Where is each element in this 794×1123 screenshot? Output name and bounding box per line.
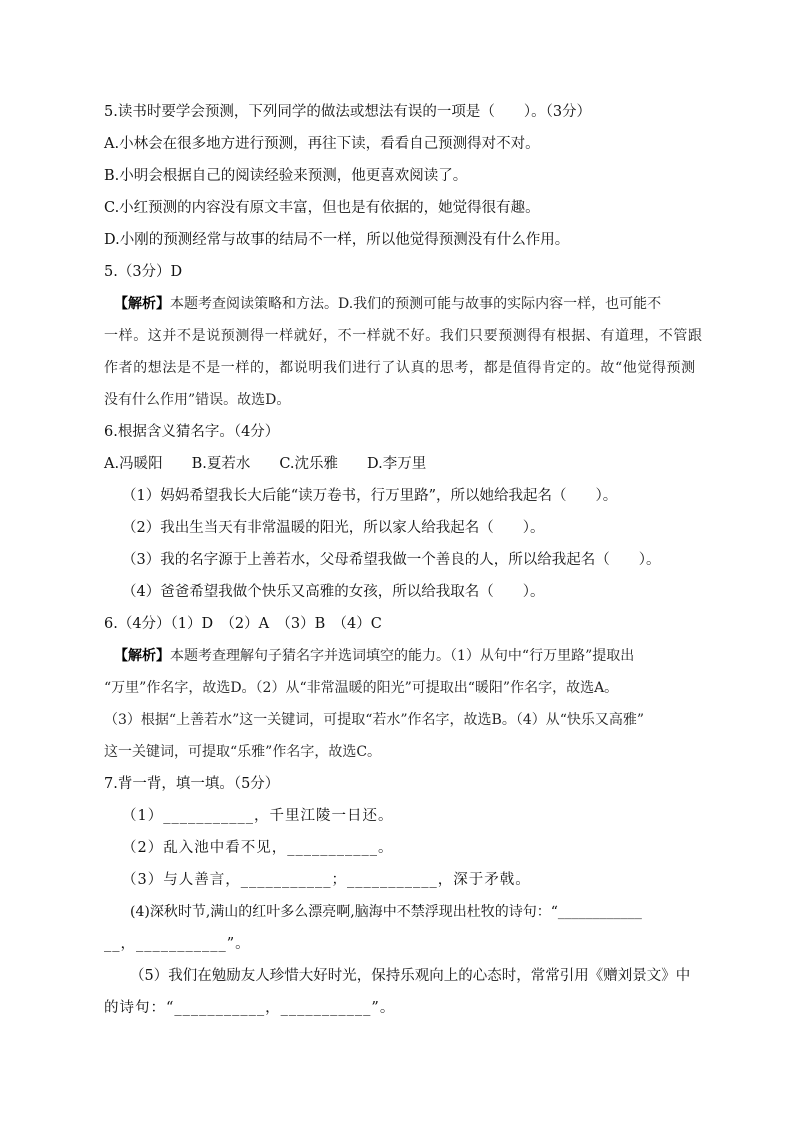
q6-item-1: （1）妈妈希望我长大后能“读万卷书，行万里路”，所以她给我起名（ ）。 [122,488,618,504]
q7-item-1: （1）___________，千里江陵一日还。 [122,808,394,824]
analysis-tag: 【解析】 [114,648,170,664]
q7-item-4-continued: __，___________”。 [104,936,251,952]
q5-answer: 5.（3分）D [104,264,183,280]
q5-option-d: D.小刚的预测经常与故事的结局不一样，所以他觉得预测没有什么作用。 [104,232,570,248]
q5-option-a: A.小林会在很多地方进行预测，再往下读，看看自己预测得对不对。 [104,136,540,152]
q5-analysis-line-1 [114,294,716,314]
analysis-tag: 【解析】 [114,296,170,312]
q7-question: 7.背一背，填一填。（5分） [104,776,280,792]
q5-question: 5.读书时要学会预测，下列同学的做法或想法有误的一项是（ ）。（3分） [104,104,592,120]
q6-options: A.冯暖阳 B.夏若水 C.沈乐雅 D.李万里 [104,456,427,472]
analysis-text: 本题考查理解句子猜名字并选词填空的能力。（1）从句中“行万里路”提取出 [170,648,635,664]
q7-item-5: （5）我们在勉励友人珍惜大好时光，保持乐观向上的心态时，常常引用《赠刘景文》中 [130,968,691,984]
q6-analysis-line-3: （3）根据“上善若水”这一关键词，可提取“若水”作名字，故选B。（4）从“快乐又高雅” [104,712,645,728]
q7-item-4: (4)深秋时节,满山的红叶多么漂亮啊,脑海中不禁浮现出杜牧的诗句：“____________ [130,904,642,920]
q6-question: 6.根据含义猜名字。（4分） [104,424,280,440]
q5-option-c: C.小红预测的内容没有原文丰富，但也是有依据的，她觉得很有趣。 [104,200,540,216]
q6-analysis-line-2: “万里”作名字，故选D。（2）从“非常温暖的阳光”可提取出“暖阳”作名字，故选A。 [104,680,619,696]
q6-item-3: （3）我的名字源于上善若水，父母希望我做一个善良的人，所以给我起名（ ）。 [122,552,661,568]
q5-analysis-line-3: 作者的想法是不是一样的，都说明我们进行了认真的思考，都是值得肯定的。故“他觉得预测 [104,360,696,376]
q7-item-5-continued: 的诗句：“___________，___________”。 [104,1000,396,1016]
q5-analysis-line-4: 没有什么作用”错误。故选D。 [104,392,291,408]
q6-analysis-line-4: 这一关键词，可提取“乐雅”作名字，故选C。 [104,744,382,760]
q6-item-4: （4）爸爸希望我做个快乐又高雅的女孩，所以给我取名（ ）。 [122,584,545,600]
q7-item-3: （3）与人善言，___________；___________，深于矛戟。 [122,872,531,888]
q6-analysis-line-1 [114,646,716,666]
q6-item-2: （2）我出生当天有非常温暖的阳光，所以家人给我起名（ ）。 [122,520,545,536]
q6-answer: 6.（4分）（1）D （2）A （3）B （4）C [104,616,382,632]
q7-item-2: （2）乱入池中看不见，___________。 [122,840,394,856]
q5-analysis-line-2: 一样。这并不是说预测得一样就好，不一样就不好。我们只要预测得有根据、有道理，不管跟 [104,328,703,344]
q5-option-b: B.小明会根据自己的阅读经验来预测，他更喜欢阅读了。 [104,168,468,184]
analysis-text: 本题考查阅读策略和方法。D.我们的预测可能与故事的实际内容一样，也可能不 [170,296,662,312]
